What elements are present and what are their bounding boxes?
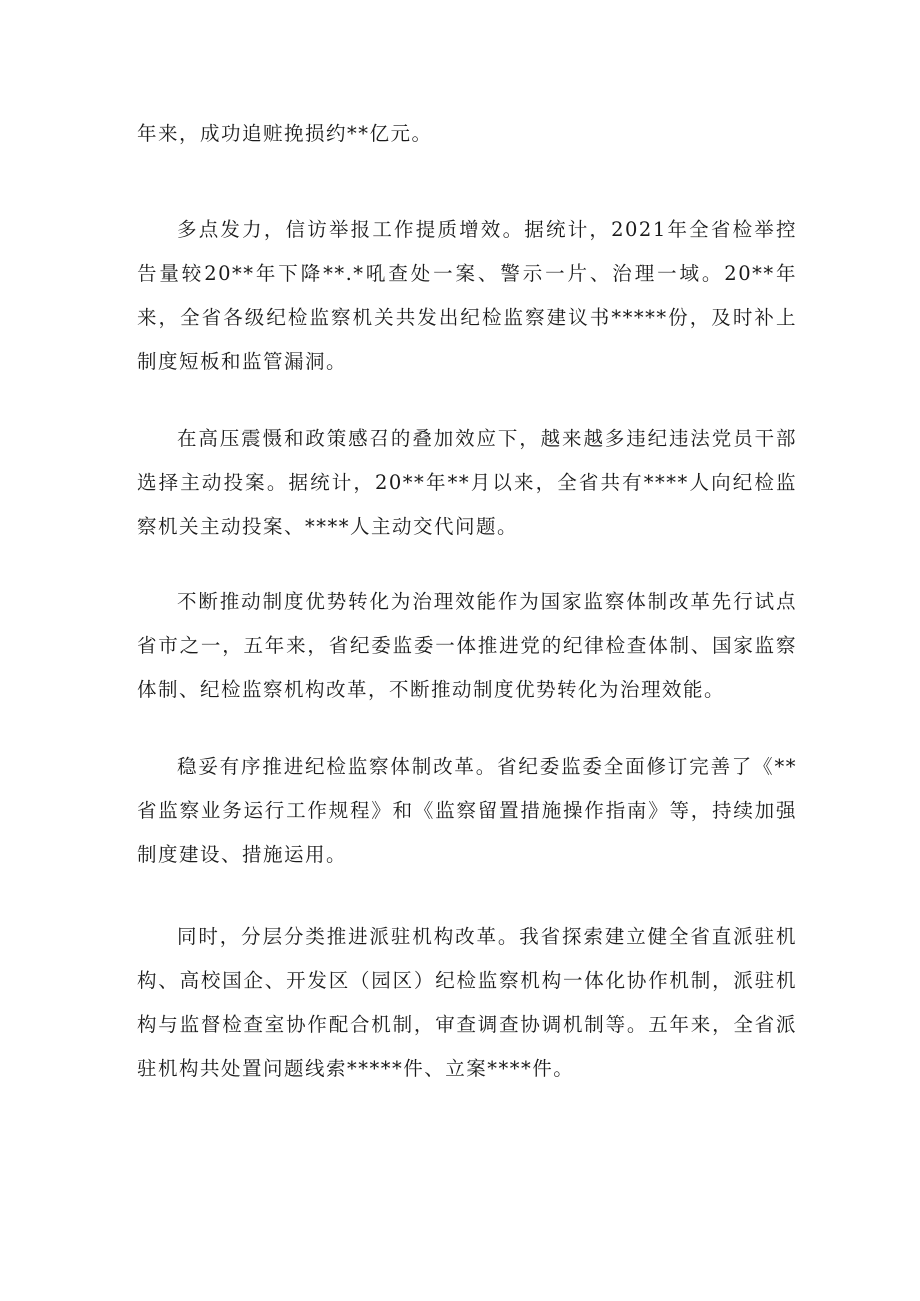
paragraph-system-reform: 稳妥有序推进纪检监察体制改革。省纪委监委全面修订完善了《**省监察业务运行工作规程》和《监察留置措施操作指南》等，持续加强制度建设、措施运用。 xyxy=(137,755,797,866)
paragraph-petition-reporting: 多点发力，信访举报工作提质增效。据统计，2021年全省检举控告量较20**年下降**.*吼查处一案、警示一片、治理一域。20**年来，全省各级纪检监察机关共发出纪检监察建议书*****份，及时补上制度短板和监管漏洞。 xyxy=(137,218,797,373)
paragraph-voluntary-surrender: 在高压震慑和政策感召的叠加效应下，越来越多违纪违法党员干部选择主动投案。据统计，20**年**月以来，全省共有****人向纪检监察机关主动投案、****人主动交代问题。 xyxy=(137,427,797,538)
paragraph-continuation: 年来，成功追赃挽损约**亿元。 xyxy=(137,122,433,145)
paragraph-institutional-advantage: 不断推动制度优势转化为治理效能作为国家监察体制改革先行试点省市之一，五年来，省纪委监委一体推进党的纪律检查体制、国家监察体制、纪检监察机构改革，不断推动制度优势转化为治理效能。 xyxy=(137,590,797,701)
paragraph-stationed-agencies: 同时，分层分类推进派驻机构改革。我省探索建立健全省直派驻机构、高校国企、开发区（园区）纪检监察机构一体化协作机制，派驻机构与监督检查室协作配合机制，审查调查协调机制等。五年来，全省派驻机构共处置问题线索*****件、立案****件。 xyxy=(137,925,797,1080)
